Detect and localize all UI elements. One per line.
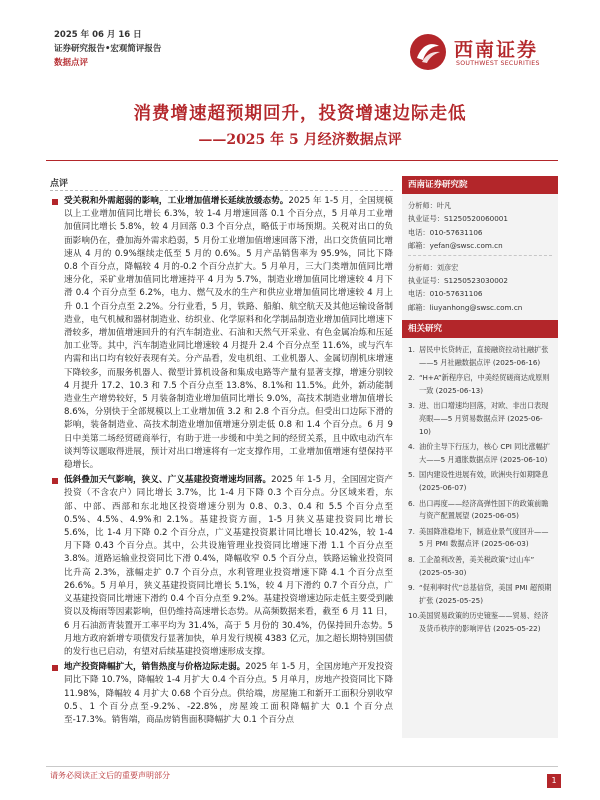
- related-item-title: 美国贸易政策的历史镜鉴——贸易、经济及货币秩序的影响评估 (2025-05-22): [419, 611, 549, 633]
- related-item-title: 油价主导下行压力，核心 CPI 同比涨幅扩大——5 月通胀数据点评 (2025-06-10): [419, 442, 551, 464]
- related-item-number: 5.: [408, 470, 415, 480]
- related-item-number: 2.: [408, 373, 415, 383]
- bullet-square-icon: [52, 665, 58, 671]
- report-title: 消费增速超预期回升，投资增速边际走低: [133, 104, 467, 124]
- analyst-license: 执业证号：S1250520060001: [408, 214, 508, 224]
- related-research-item[interactable]: [408, 469, 552, 494]
- related-item-number: 1.: [408, 345, 415, 354]
- bullet-square-icon: [52, 199, 58, 205]
- analyst-box-title: 西南证券研究院: [402, 176, 558, 194]
- related-item-title: 出口再度——经济高弹性国下的政策前瞻与资产配置展望 (2025-06-05): [419, 498, 549, 521]
- paragraph-text: 2025 年 1-5 月，全国规模以上工业增加值同比增长 6.3%，较 1-4 月增速回落 0.1 个百分点，5 月单月工业增加值同比增长 5.8%，较 4 月回落 0.3 个百分点，略低于市场预期。关税对出口的负面影响仍在，叠加海外需求趋弱，5 月份工业增加值增速回落下滑，出口交货值同比增速从 4 月的 0.9%继续走低至 5 月的 0.6%。5 月产品销售率为 95.9%，同比下降 0.8 个百分点，降幅较 4 月的-0.2 个百分点扩大。5 月单月，三大门类增加值同比增速分化，采矿业增加值同比增速持平 4 月为 5.7%，制造业增加值同比增速较 4 月下滑 0.4 个百分点至 6.2%，电力、燃气及水的生产和供应业增加值同比增速较 4 月上升 0.1 个百分点至 2.2%。分行业看，5 月，铁路、船舶、航空航天及其他运输设备制造业，电气机械和器材制造业、纺织业、化学原料和化学制品制造业增加值同比增速下滑较多，增加值增速回升的有汽车制造业、石油和天然气开采业、有色金属冶炼和压延加工业等。其中，汽车制造业同比增速较 4 月提升 2.4 个百分点至 11.6%，或与汽车内需和出口均有较好表现有关。分产品看，发电机组、工业机器人、金属切削机床增速下降较多，而服务机器人、微型计算机设备和集成电路等产量有显著支撑，增速分别较 4 月提升 17.2、10.3 和 7.5 个百分点至 13.8%、8.1%和 11.5%。此外，新动能制造业生产增势较好，5 月装备制造业增加值同比增长 9.0%，高技术制造业增加值增长 8.6%，分别快于全部规模以上工业增加值 3.2 和 2.8 个百分点。但受出口边际下滑的影响，装备制造业、高技术制造业增加值增速分别走低 0.8 和 1.4 个百分点。6 月 9 日中美第二场经贸磋商举行，有助于进一步缓和中美之间的经贸关系，且中欧电动汽车谈判等议题取得进展，预计对出口增速将有一定支撑作用，工业增加值增速有望保持平稳增长。: [64, 196, 393, 471]
- main-section-label: 点评: [50, 179, 69, 189]
- related-research-item[interactable]: [408, 582, 552, 607]
- company-logo: [408, 32, 558, 76]
- related-item-number: 4.: [408, 442, 415, 452]
- bullet-square-icon: [52, 478, 58, 484]
- analyst-name: 分析师：刘彦宏: [408, 262, 459, 272]
- main-section-divider: [50, 190, 393, 191]
- related-item-title: 国内建设性进展有效，欧洲央行如期降息 (2025-06-07): [419, 470, 549, 492]
- related-research-item[interactable]: [408, 372, 552, 397]
- analyst-phone: 电话：010-57631106: [408, 289, 483, 299]
- related-item-title: 进、出口增速均回落，对欧、非出口表现亮眼——5 月贸易数据点评 (2025-06-10): [419, 401, 549, 436]
- body-paragraph: [50, 195, 393, 472]
- related-research-item[interactable]: [408, 400, 552, 438]
- report-header: [54, 28, 161, 70]
- related-research-item[interactable]: [408, 610, 552, 635]
- related-item-title: 美国降准稳地下，制造业景气度回升——5 月 PMI 数据点评 (2025-06-03): [419, 526, 549, 549]
- footer-divider: [46, 766, 558, 767]
- paragraph-lead: 低斜叠加天气影响，狭义、广义基建投资增速均回落。: [64, 475, 272, 486]
- main-body: [50, 195, 393, 765]
- related-item-number: 8.: [408, 554, 415, 564]
- related-item-number: 10.: [408, 611, 420, 621]
- paragraph-text: 2025 年 1-5 月，全国固定资产投资（不含农户）同比增长 3.7%，比 1-4 月下降 0.3 个百分点。分区域来看，东部、中部、西部和东北地区投资增速分别为 0.8、0.3、0.4 和 5.5 个百分点至 0.5%、4.5%、4.9%和 2.1%。基建投资方面，1-5 月狭义基建投资同比增长 5.6%，比 1-4 月下降 0.2 个百分点，广义基建投资累计同比增长 10.42%，较 1-4 月下降 0.43 个百分点。其中，公共设施管理业投资同比增速下滑 1.1 个百分点至 3.8%。道路运输业投资同比下滑 0.4%，降幅收窄 0.5 个百分点，铁路运输业投资同比升高 2.3%，涨幅走扩 0.7 个百分点，水利管理业投资增速下降 4.1 个百分点至 26.6%。5 月单月，狭义基建投资同比增长 5.1%，较 4 月下滑约 0.7 个百分点，广义基建投资同比增速下滑约 0.4 个百分点至 9.2%。基建投资增速边际走低主要受到融资以及梅雨等因素影响，但仍维持高速增长态势。从高频数据来看，截至 6 月 11 日，6 月石油沥青装置开工率平均为 31.4%，高于 5 月份的 30.4%，仍保持回升态势。5 月地方政府新增专项债发行显著加快，单月发行规模 4383 亿元，加之超长期特别国债的发行也已启动，有望对后续基建投资增速形成支撑。: [64, 475, 393, 657]
- related-item-title: 工企盈利改善，美关税政策“过山车” (2025-05-30): [419, 554, 535, 577]
- body-paragraph: [50, 474, 393, 659]
- analyst-phone: 电话：010-57631106: [408, 227, 483, 237]
- page-number: 1: [547, 774, 561, 788]
- related-item-title: 居民中长贷转正，直接融资拉动社融扩张——5 月社融数据点评 (2025-06-16): [419, 345, 549, 367]
- title-divider: [46, 160, 558, 161]
- paragraph-lead: 地产投资降幅扩大，销售热度与价格边际走弱。: [64, 662, 246, 673]
- related-research-title: 相关研究: [402, 320, 558, 338]
- related-item-number: 9.: [408, 583, 415, 593]
- footer-disclaimer: 请务必阅读正文后的重要声明部分: [50, 771, 170, 780]
- paragraph-lead: 受关税和外需超弱的影响，工业增加值增长延续放缓态势。: [64, 196, 289, 206]
- report-series: 证券研究报告•宏观简评报告: [54, 44, 162, 54]
- related-research-item[interactable]: [408, 441, 552, 466]
- related-research-box: [402, 320, 558, 738]
- related-research-item[interactable]: [408, 526, 552, 551]
- related-item-number: 3.: [408, 401, 415, 411]
- related-item-title: “H+A”新程序启，中美经贸磋商达成原则一致 (2025-06-13): [419, 373, 550, 395]
- analyst-email: 邮箱：yefan@swsc.com.cn: [408, 241, 503, 251]
- related-research-list: [402, 338, 558, 635]
- analyst-license: 执业证号：S1250523030002: [408, 276, 508, 286]
- report-subtitle: ——2025 年 5 月经济数据点评: [198, 132, 402, 148]
- body-paragraph: [50, 661, 393, 727]
- company-logo-cn: 西南证券: [454, 39, 539, 61]
- related-research-item[interactable]: [408, 554, 552, 579]
- company-logo-en: SOUTHWEST SECURITIES: [456, 60, 540, 67]
- analyst-name: 分析师：叶凡: [408, 201, 452, 210]
- related-item-number: 6.: [408, 498, 415, 508]
- analyst-card: [402, 194, 558, 253]
- related-research-item[interactable]: [408, 344, 552, 369]
- paragraph-text: 2025 年 1-5 月，全国房地产开发投资同比下降 10.7%，降幅较 1-4 月扩大 0.4 个百分点。5 月单月，房地产投资同比下降 11.98%，降幅较 4 月扩大 0.68 个百分点。供给端，房屋施工和新开工面积分别收窄 0.5、1 个百分点至-9.2%、-22.8%，房屋竣工面积降幅扩大 0.1 个百分点至-17.3%。销售端，商品房销售面积降幅扩大 0.1 个百分点: [64, 662, 393, 725]
- related-item-number: 7.: [408, 526, 415, 536]
- report-section: 数据点评: [54, 58, 89, 68]
- analyst-card: [402, 256, 558, 315]
- company-logo-mark-icon: [408, 32, 448, 72]
- related-item-title: “促利率时代”总基信贷，美国 PMI 超预期扩张 (2025-05-25): [419, 583, 552, 605]
- related-research-item[interactable]: [408, 498, 552, 523]
- analyst-email: 邮箱：liuyanhong@swsc.com.cn: [408, 302, 523, 312]
- report-date: 2025 年 06 月 16 日: [54, 30, 142, 40]
